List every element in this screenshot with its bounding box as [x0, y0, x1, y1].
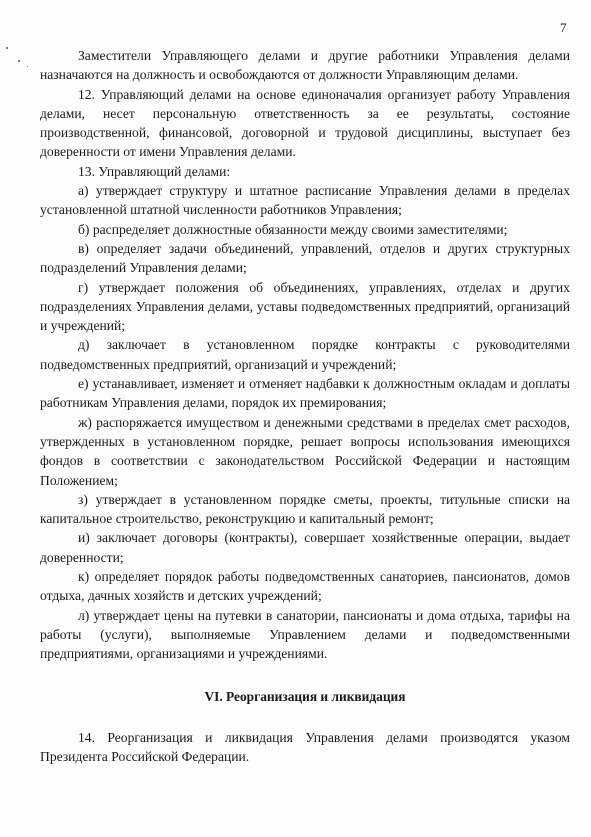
document-body: [40, 46, 570, 766]
list-item-zh: ж) распоряжается имуществом и денежными средствами в пределах смет расходов, утвержденных в установленном порядке, решает вопросы использования имеющихся фондов в соответствии с законодательством Российской Федерации и настоящим Положением;: [40, 414, 570, 488]
list-item-b: б) распределяет должностные обязанности между своими заместителями;: [78, 221, 508, 237]
paragraph-12: 12. Управляющий делами на основе единоначалия организует работу Управления делами, несет персональную ответственность за ее результаты, состояние производственной, финансовой, договорной и трудовой дисциплины, выступает без доверенности от имени Управления делами.: [40, 86, 570, 160]
list-item-d: д) заключает в установленном порядке контракты с руководителями подведомственных предприятий, организаций и учреждений;: [40, 337, 570, 372]
list-item-l: л) утверждает цены на путевки в санатории, пансионаты и дома отдыха, тарифы на работы (услуги), выполняемые Управлением делами и подведомственными предприятиями, организациями и учреждениями.: [40, 607, 570, 662]
list-item-i: и) заключает договоры (контракты), совершает хозяйственные операции, выдает доверенности;: [40, 530, 570, 565]
list-item-g: г) утверждает положения об объединениях, управлениях, отделах и других подразделениях Управления делами, уставы подведомственных предприятий, организаций и учреждений;: [40, 279, 570, 334]
scan-speck: [18, 60, 20, 62]
paragraph-14: 14. Реорганизация и ликвидация Управления делами производятся указом Президента Российской Федерации.: [40, 729, 570, 765]
scan-speck: [27, 66, 28, 67]
list-item-v: в) определяет задачи объединений, управлений, отделов и других структурных подразделений Управления делами;: [40, 240, 570, 276]
list-item-z: з) утверждает в установленном порядке сметы, проекты, титульные списки на капитальное строительство, реконструкцию и капитальный ремонт;: [40, 491, 570, 527]
list-item-e: е) устанавливает, изменяет и отменяет надбавки к должностным окладам и доплаты работникам Управления делами, порядок их премирования;: [40, 376, 570, 411]
page-number: 7: [560, 20, 567, 35]
list-item-a: а) утверждает структуру и штатное расписание Управления делами в пределах установленной штатной численности работников Управления;: [40, 183, 570, 218]
list-item-k: к) определяет порядок работы подведомственных санаториев, пансионатов, домов отдыха, дачных хозяйств и детских учреждений;: [40, 569, 570, 604]
section-heading: VI. Реорганизация и ликвидация: [204, 688, 406, 704]
scan-speck: [6, 47, 8, 49]
paragraph-deputies: Заместители Управляющего делами и другие работники Управления делами назначаются на должность и освобождаются от должности Управляющим делами.: [40, 48, 570, 83]
paragraph-13: 13. Управляющий делами:: [78, 163, 231, 179]
